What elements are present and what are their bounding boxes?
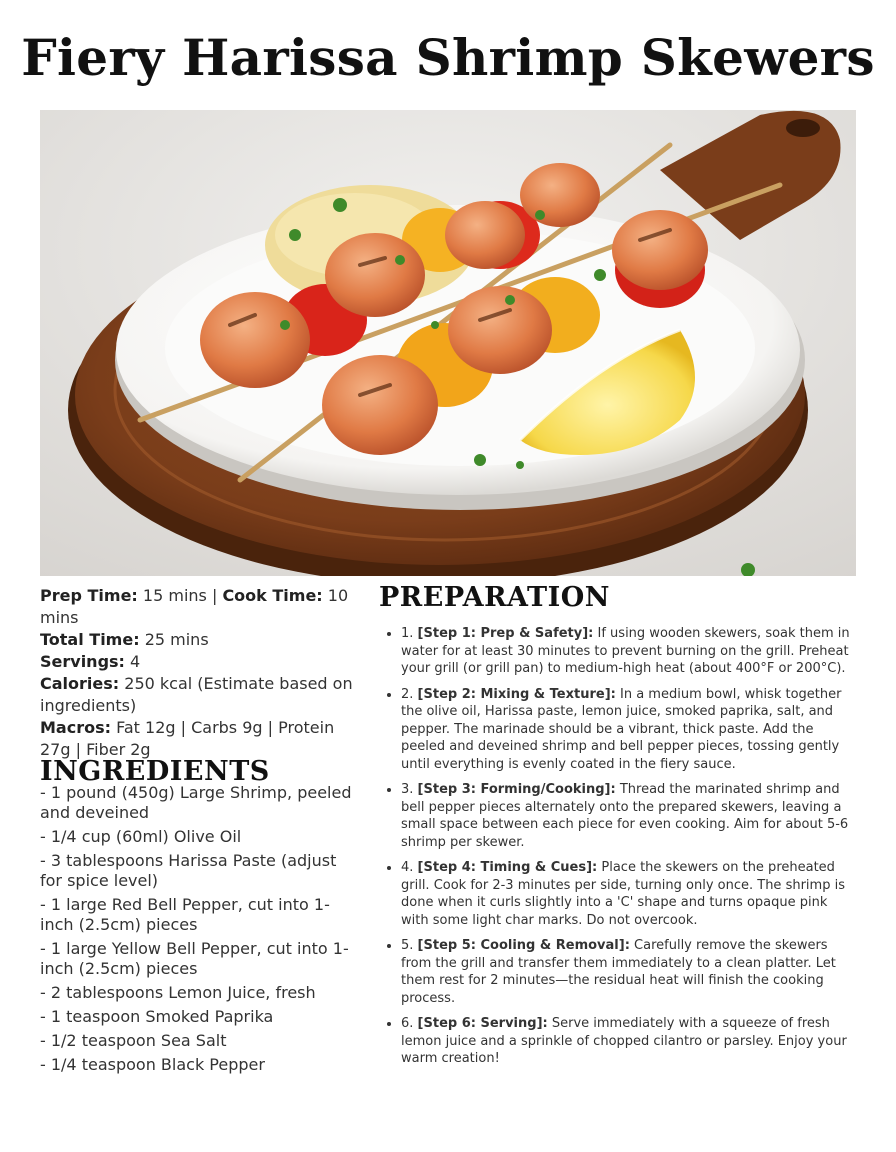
step-number: 1. (401, 626, 414, 641)
ingredient-item: - 1/2 teaspoon Sea Salt (40, 1031, 227, 1050)
step-text: In a medium bowl, whisk together the olive oil, Harissa paste, lemon juice, smoked paprika, salt, and pepper. The marinade should be a vibrant, thick paste. Add the peeled and deveined shrimp and bell pepper pieces, tossing gently until everything is evenly coated in the fiery sauce. (401, 686, 842, 772)
total-time-value: 25 mins (144, 630, 209, 649)
step-text: Carefully remove the skewers from the grill and transfer them immediately to a clean platter. Let them rest for 2 minutes—the residual heat will finish the cooking process. (401, 938, 836, 1006)
preparation-heading: PREPARATION (379, 582, 610, 613)
macros-label: Macros: (40, 718, 112, 737)
ingredient-item: - 1/4 teaspoon Black Pepper (40, 1055, 265, 1074)
macros-line (40, 717, 362, 761)
ingredient-item: - 1 large Red Bell Pepper, cut into 1-inch (2.5cm) pieces (40, 895, 330, 934)
total-time-label: Total Time: (40, 630, 140, 649)
cook-time-label: Cook Time: (222, 586, 323, 605)
step-item (401, 625, 856, 678)
ingredients-heading: INGREDIENTS (40, 756, 270, 787)
step-label: [Step 2: Mixing & Texture]: (417, 686, 616, 702)
ingredients-list (40, 783, 362, 1075)
servings-label: Servings: (40, 652, 125, 671)
step-item (401, 859, 856, 929)
calories-value: 250 kcal (Estimate based on ingredients) (40, 674, 353, 715)
preparation-steps (379, 625, 856, 1068)
step-item (401, 686, 856, 774)
time-line (40, 585, 362, 629)
ingredient-item: - 1 teaspoon Smoked Paprika (40, 1007, 274, 1026)
ingredient-item: - 1 pound (450g) Large Shrimp, peeled and deveined (40, 783, 352, 822)
total-time-line (40, 629, 362, 651)
recipe-info-column (40, 585, 362, 1079)
step-label: [Step 5: Cooling & Removal]: (417, 938, 630, 953)
step-text: Thread the marinated shrimp and bell pepper pieces alternately onto the prepared skewers, leaving a small space between each piece for even cooking. Aim for about 5-6 shrimp per skewer. (401, 782, 849, 850)
step-number: 2. (401, 686, 414, 702)
preparation-column (379, 582, 856, 1076)
step-label: [Step 1: Prep & Safety]: (417, 626, 594, 641)
step-number: 5. (401, 938, 414, 953)
calories-line (40, 673, 362, 717)
step-number: 4. (401, 860, 414, 875)
step-label: [Step 3: Forming/Cooking]: (417, 782, 616, 797)
servings-value: 4 (130, 652, 141, 671)
step-number: 6. (401, 1016, 414, 1031)
macros-value: Fat 12g | Carbs 9g | Protein 27g | Fiber 2g (40, 718, 335, 759)
step-label: [Step 4: Timing & Cues]: (417, 860, 598, 875)
step-text: Serve immediately with a squeeze of fresh lemon juice and a sprinkle of chopped cilantro or parsley. Enjoy your warm creation! (401, 1016, 847, 1066)
step-text: Place the skewers on the preheated grill. Cook for 2-3 minutes per side, turning only once. The shrimp is done when it curls slightly into a 'C' shape and turns opaque pink with some light char marks. Do not overcook. (401, 860, 845, 928)
ingredient-item: - 2 tablespoons Lemon Juice, fresh (40, 983, 316, 1002)
recipe-title: Fiery Harissa Shrimp Skewers (21, 28, 875, 87)
ingredient-item: - 1 large Yellow Bell Pepper, cut into 1-inch (2.5cm) pieces (40, 939, 349, 978)
prep-time-value: 15 mins (142, 586, 207, 605)
step-item (401, 937, 856, 1007)
step-number: 3. (401, 782, 414, 797)
ingredient-item: - 1/4 cup (60ml) Olive Oil (40, 827, 242, 846)
prep-time-label: Prep Time: (40, 586, 138, 605)
shrimp-skewers-image (40, 110, 856, 576)
servings-line (40, 651, 362, 673)
step-label: [Step 6: Serving]: (417, 1016, 548, 1031)
ingredient-item: - 3 tablespoons Harissa Paste (adjust for spice level) (40, 851, 337, 890)
step-text: If using wooden skewers, soak them in water for at least 30 minutes to prevent burning on the grill. Preheat your grill (or grill pan) to medium-high heat (about 400°F or 200°C). (401, 626, 850, 676)
recipe-photo (40, 110, 856, 576)
step-item (401, 781, 856, 851)
calories-label: Calories: (40, 674, 120, 693)
time-separator: | (211, 586, 218, 605)
step-item (401, 1015, 856, 1068)
cook-time-value: 10 mins (40, 586, 349, 627)
